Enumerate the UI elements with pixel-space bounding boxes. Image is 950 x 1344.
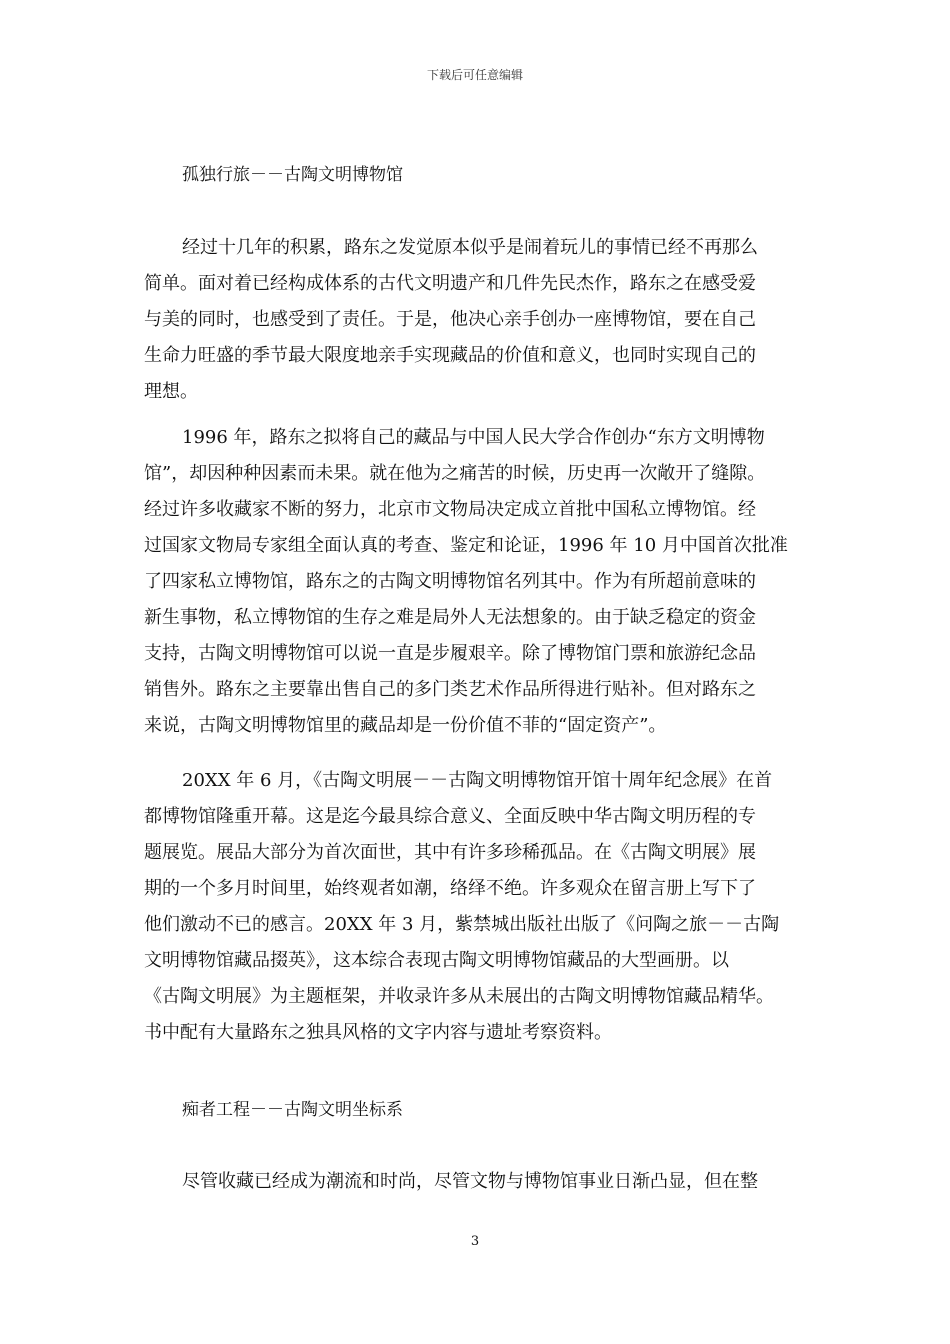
text-line: 《古陶文明展》为主题框架，并收录许多从未展出的古陶文明博物馆藏品精华。 xyxy=(144,986,774,1007)
text-line: 尽管收藏已经成为潮流和时尚，尽管文物与博物馆事业日渐凸显，但在整 xyxy=(182,1171,758,1192)
text-line: 都博物馆隆重开幕。这是迄今最具综合意义、全面反映中华古陶文明历程的专 xyxy=(144,806,756,827)
paragraph-3 xyxy=(144,763,808,1051)
text-line: 支持，古陶文明博物馆可以说一直是步履艰辛。除了博物馆门票和旅游纪念品 xyxy=(144,643,756,664)
paragraph-1 xyxy=(144,230,808,410)
page-number: 3 xyxy=(470,1234,480,1249)
section-title-1: 孤独行旅－－古陶文明博物馆 xyxy=(182,165,403,185)
text-line: 与美的同时，也感受到了责任。于是，他决心亲手创办一座博物馆，要在自己 xyxy=(144,309,756,330)
text-line: 来说，古陶文明博物馆里的藏品却是一份价值不菲的“固定资产”。 xyxy=(144,715,667,736)
text-line: 新生事物，私立博物馆的生存之难是局外人无法想象的。由于缺乏稳定的资金 xyxy=(144,607,756,628)
text-line: 理想。 xyxy=(144,381,198,402)
text-line: 过国家文物局专家组全面认真的考查、鉴定和论证，1996 年 10 月中国首次批准 xyxy=(144,535,788,556)
text-line: 经过十几年的积累，路东之发觉原本似乎是闹着玩儿的事情已经不再那么 xyxy=(182,237,758,258)
paragraph-2 xyxy=(144,420,808,744)
text-line: 题展览。展品大部分为首次面世，其中有许多珍稀孤品。在《古陶文明展》展 xyxy=(144,842,756,863)
text-line: 馆”，却因种种因素而未果。就在他为之痛苦的时候，历史再一次敞开了缝隙。 xyxy=(144,463,766,484)
text-line: 生命力旺盛的季节最大限度地亲手实现藏品的价值和意义，也同时实现自己的 xyxy=(144,345,756,366)
text-line: 了四家私立博物馆，路东之的古陶文明博物馆名列其中。作为有所超前意味的 xyxy=(144,571,756,592)
text-line: 1996 年，路东之拟将自己的藏品与中国人民大学合作创办“东方文明博物 xyxy=(182,427,765,448)
text-line: 期的一个多月时间里，始终观者如潮，络绎不绝。许多观众在留言册上写下了 xyxy=(144,878,756,899)
text-line: 经过许多收藏家不断的努力，北京市文物局决定成立首批中国私立博物馆。经 xyxy=(144,499,756,520)
text-line: 书中配有大量路东之独具风格的文字内容与遗址考察资料。 xyxy=(144,1022,612,1043)
page-header: 下载后可任意编辑 xyxy=(426,68,523,82)
text-line: 文明博物馆藏品掇英》，这本综合表现古陶文明博物馆藏品的大型画册。以 xyxy=(144,950,729,971)
text-line: 简单。面对着已经构成体系的古代文明遗产和几件先民杰作，路东之在感受爱 xyxy=(144,273,756,294)
paragraph-4 xyxy=(144,1164,808,1200)
text-line: 20XX 年 6 月，《古陶文明展－－古陶文明博物馆开馆十周年纪念展》在首 xyxy=(182,770,773,791)
section-title-2: 痴者工程－－古陶文明坐标系 xyxy=(182,1100,403,1120)
text-line: 销售外。路东之主要靠出售自己的多门类艺术作品所得进行贴补。但对路东之 xyxy=(144,679,756,700)
text-line: 他们激动不已的感言。20XX 年 3 月，紫禁城出版社出版了《问陶之旅－－古陶 xyxy=(144,914,780,935)
